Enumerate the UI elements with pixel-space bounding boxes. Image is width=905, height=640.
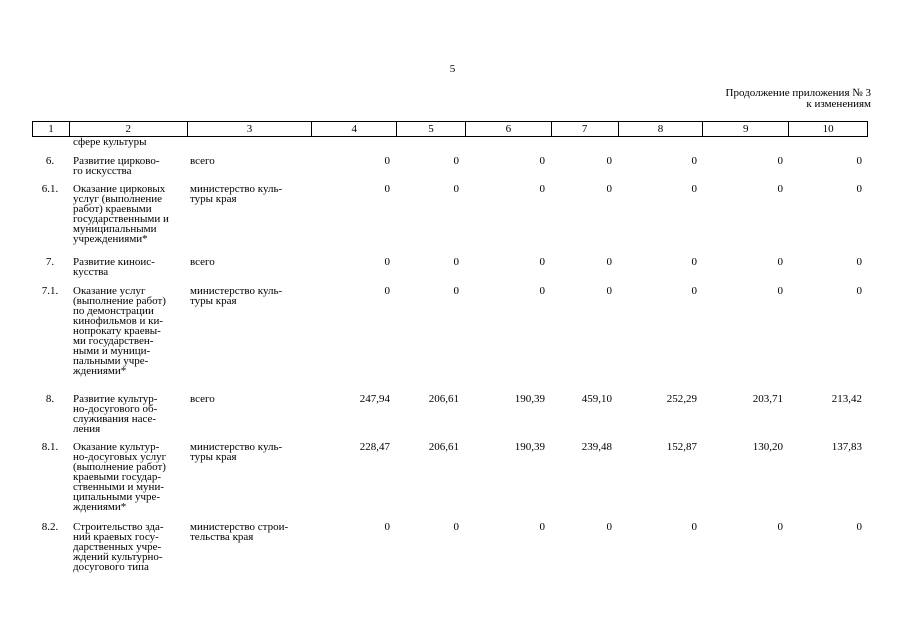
table-row — [32, 257, 868, 286]
column-header-3: 3 — [187, 122, 312, 136]
row-value-col-9: 203,71 — [752, 393, 783, 405]
column-header-1: 1 — [48, 123, 54, 135]
row-value-col-6: 190,39 — [514, 393, 545, 405]
row-code: 7.1. — [41, 285, 59, 297]
row-value-col-5: 206,61 — [428, 441, 459, 453]
row-name-cell — [68, 286, 186, 394]
row-value-col-9: 0 — [777, 285, 783, 297]
row-responsible-cell — [186, 137, 311, 156]
row-value-col-7: 0 — [606, 155, 612, 167]
row-value-col-5: 0 — [453, 521, 459, 533]
row-value-col-7: 0 — [606, 521, 612, 533]
row-value-col-7 — [551, 137, 618, 156]
column-header-4: 4 — [311, 122, 396, 136]
row-value-col-8: 0 — [691, 521, 697, 533]
row-value-col-4: 0 — [384, 183, 390, 195]
row-name: Развитие культур- но-досугового об- служивания насе- ления — [73, 393, 158, 435]
table-row — [32, 137, 868, 156]
row-value-col-6: 0 — [539, 285, 545, 297]
continuation-line-2: к изменениям — [806, 98, 871, 110]
row-responsible: всего — [190, 155, 215, 167]
row-responsible-cell — [186, 257, 311, 286]
row-value-col-4 — [311, 137, 396, 156]
row-name-cell — [68, 394, 186, 442]
row-value-col-5: 0 — [453, 155, 459, 167]
row-value-col-6: 0 — [539, 521, 545, 533]
row-value-col-10: 213,42 — [831, 393, 862, 405]
row-name: Развитие киноис- кусства — [73, 256, 155, 278]
row-name-cell — [68, 156, 186, 184]
row-value-col-10: 0 — [856, 155, 862, 167]
row-value-col-8: 0 — [691, 256, 697, 268]
row-code — [32, 137, 68, 156]
table-row — [32, 156, 868, 184]
row-value-col-6: 0 — [539, 256, 545, 268]
data-table — [32, 137, 868, 588]
row-value-col-6: 190,39 — [514, 441, 545, 453]
row-value-col-8: 0 — [691, 183, 697, 195]
row-value-col-4: 0 — [384, 256, 390, 268]
row-code: 8.2. — [41, 521, 59, 533]
row-name-cell — [68, 137, 186, 156]
row-responsible-cell — [186, 184, 311, 257]
column-header-10: 10 — [788, 122, 867, 136]
row-code: 6. — [45, 155, 55, 167]
column-header-8: 8 — [618, 122, 703, 136]
row-value-col-7: 239,48 — [581, 441, 612, 453]
row-name: сфере культуры — [73, 136, 147, 148]
row-code: 8.1. — [41, 441, 59, 453]
row-value-col-9: 0 — [777, 183, 783, 195]
row-value-col-9 — [703, 137, 789, 156]
row-responsible: министерство куль- туры края — [190, 285, 283, 307]
row-value-col-9: 0 — [777, 155, 783, 167]
row-value-col-4: 228,47 — [359, 441, 390, 453]
continuation-line-1: Продолжение приложения № 3 — [725, 87, 871, 99]
table-row — [32, 522, 868, 588]
row-value-col-6: 0 — [539, 183, 545, 195]
row-value-col-6: 0 — [539, 155, 545, 167]
row-value-col-6 — [465, 137, 551, 156]
row-name-cell — [68, 257, 186, 286]
row-value-col-4: 247,94 — [359, 393, 390, 405]
row-value-col-9: 0 — [777, 521, 783, 533]
row-value-col-7: 0 — [606, 183, 612, 195]
row-code: 6.1. — [41, 183, 59, 195]
row-responsible: министерство куль- туры края — [190, 183, 283, 205]
row-value-col-7: 0 — [606, 285, 612, 297]
row-name-cell — [68, 442, 186, 522]
row-value-col-8 — [618, 137, 703, 156]
row-value-col-10: 0 — [856, 285, 862, 297]
row-value-col-5: 0 — [453, 256, 459, 268]
row-responsible: всего — [190, 393, 215, 405]
row-value-col-9: 130,20 — [752, 441, 783, 453]
row-value-col-10: 0 — [856, 256, 862, 268]
continuation-caption — [726, 88, 871, 110]
column-header-2: 2 — [69, 122, 187, 136]
row-value-col-10: 137,83 — [831, 441, 862, 453]
column-header-5: 5 — [396, 122, 465, 136]
row-responsible-cell — [186, 156, 311, 184]
row-value-col-8: 0 — [691, 285, 697, 297]
row-name: Развитие цирково- го искусства — [73, 155, 160, 177]
column-header-9: 9 — [702, 122, 788, 136]
row-responsible: всего — [190, 256, 215, 268]
row-responsible: министерство строи- тельства края — [190, 521, 289, 543]
row-value-col-5: 0 — [453, 183, 459, 195]
row-value-col-7: 0 — [606, 256, 612, 268]
row-value-col-8: 252,29 — [666, 393, 697, 405]
row-value-col-10 — [789, 137, 868, 156]
row-name-cell — [68, 522, 186, 588]
row-name-cell — [68, 184, 186, 257]
table-row — [32, 184, 868, 257]
row-value-col-9: 0 — [777, 256, 783, 268]
row-value-col-5 — [396, 137, 465, 156]
row-value-col-8: 152,87 — [666, 441, 697, 453]
row-value-col-8: 0 — [691, 155, 697, 167]
row-responsible-cell — [186, 442, 311, 522]
page-number: 5 — [449, 63, 456, 75]
row-name: Оказание культур- но-досуговых услуг (выполнение работ) краевыми государ- ственными и муни- ципальными учре- ждениями* — [73, 441, 167, 513]
row-code: 8. — [45, 393, 55, 405]
row-name: Оказание услуг (выполнение работ) по демонстрации кинофильмов и ки- нопрокату краевы- ми государствен- ными и муници- пальными учре- ждениями* — [73, 285, 166, 377]
row-name: Оказание цирковых услуг (выполнение работ) краевыми государственными и муниципальными учреждениями* — [73, 183, 169, 245]
column-header-7: 7 — [551, 122, 618, 136]
row-responsible-cell — [186, 286, 311, 394]
row-name: Строительство зда- ний краевых госу- дарственных учре- ждений культурно- досугового типа — [73, 521, 164, 573]
table-row — [32, 394, 868, 442]
row-value-col-10: 0 — [856, 183, 862, 195]
row-code: 7. — [45, 256, 55, 268]
row-responsible-cell — [186, 522, 311, 588]
row-responsible: министерство куль- туры края — [190, 441, 283, 463]
row-value-col-4: 0 — [384, 285, 390, 297]
row-value-col-5: 206,61 — [428, 393, 459, 405]
row-responsible-cell — [186, 394, 311, 442]
row-value-col-5: 0 — [453, 285, 459, 297]
table-row — [32, 442, 868, 522]
table-row — [32, 286, 868, 394]
row-value-col-4: 0 — [384, 155, 390, 167]
row-value-col-7: 459,10 — [581, 393, 612, 405]
column-header-6: 6 — [465, 122, 551, 136]
row-value-col-10: 0 — [856, 521, 862, 533]
row-value-col-4: 0 — [384, 521, 390, 533]
table-header — [32, 121, 868, 137]
